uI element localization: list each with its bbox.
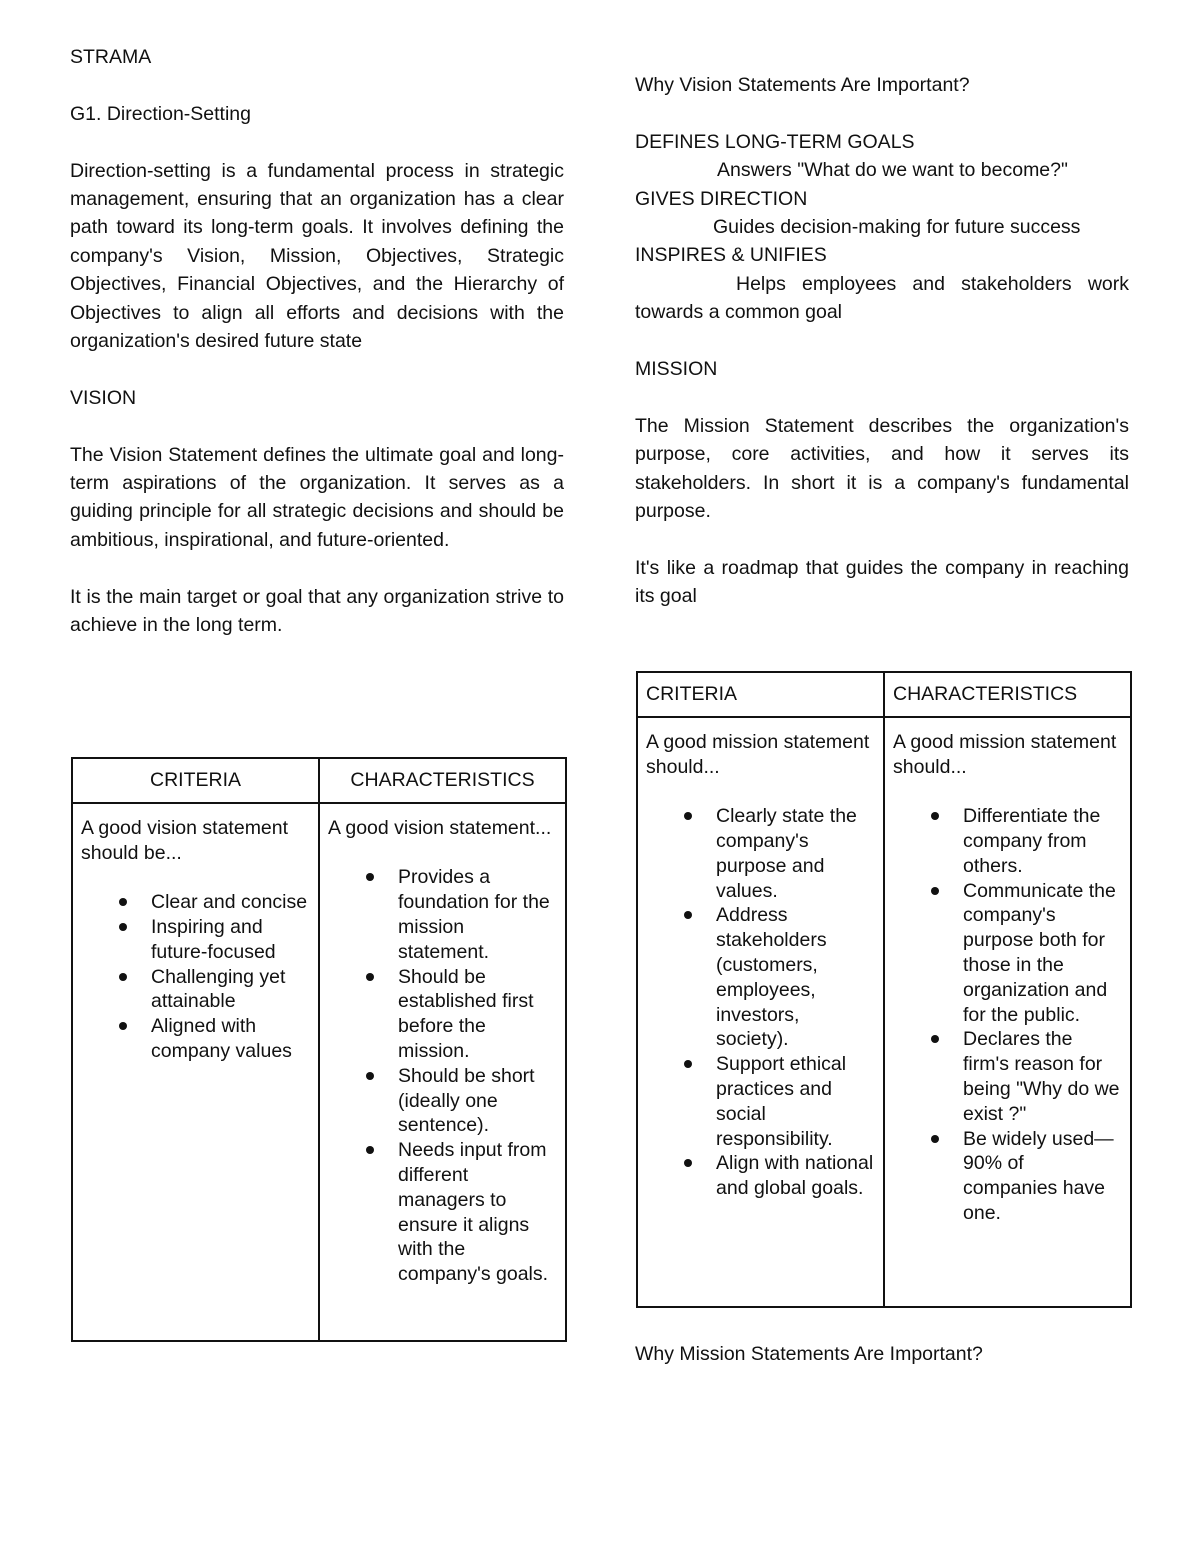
- list-item: Address stakeholders (customers, employees, investors, society).: [646, 903, 875, 1052]
- criteria-intro: A good mission statement should...: [646, 730, 870, 778]
- point-detail: Answers "What do we want to become?": [717, 159, 1068, 182]
- point-title: DEFINES LONG-TERM GOALS: [635, 130, 915, 153]
- characteristics-cell: [319, 803, 566, 1341]
- list-item: Should be established first before the mission.: [328, 965, 557, 1064]
- list-item: Needs input from different managers to ensure it aligns with the company's goals.: [328, 1138, 557, 1287]
- table-row: [72, 803, 566, 1341]
- list-item: Provides a foundation for the mission statement.: [328, 865, 557, 964]
- point-title: INSPIRES & UNIFIES: [635, 244, 827, 267]
- mission-roadmap-paragraph: It's like a roadmap that guides the company in reaching its goal: [635, 556, 1129, 608]
- list-item: Support ethical practices and social responsibility.: [646, 1052, 875, 1151]
- characteristics-cell: [884, 717, 1131, 1307]
- point-detail: Guides decision-making for future success: [713, 216, 1081, 239]
- section-title: G1. Direction-Setting: [70, 102, 251, 125]
- list-item: Clear and concise: [81, 890, 310, 915]
- list-item: Communicate the company's purpose both for those in the organization and for the public.: [893, 879, 1122, 1028]
- left-column: [70, 43, 564, 639]
- list-item: Declares the firm's reason for being "Why do we exist ?": [893, 1027, 1122, 1126]
- course-title: STRAMA: [70, 46, 152, 68]
- table-header-row: [72, 758, 566, 803]
- characteristics-header: CHARACTERISTICS: [319, 758, 566, 803]
- list-item: Aligned with company values: [81, 1014, 310, 1064]
- vision-paragraph: The Vision Statement defines the ultimate goal and long-term aspirations of the organization. It serves as a guiding principle for all strategic decisions and should be ambitious, inspirational, and future-oriented.: [70, 443, 564, 551]
- characteristics-header: CHARACTERISTICS: [884, 672, 1131, 717]
- mission-paragraph: The Mission Statement describes the organization's purpose, core activities, and how it serves its stakeholders. In short it is a company's fundamental purpose.: [635, 414, 1129, 523]
- point-title: GIVES DIRECTION: [635, 187, 808, 210]
- criteria-list: [646, 804, 875, 1201]
- list-item: Should be short (ideally one sentence).: [328, 1064, 557, 1138]
- vision-heading: VISION: [70, 386, 137, 409]
- characteristics-intro: A good mission statement should...: [893, 730, 1117, 778]
- list-item: Be widely used—90% of companies have one.: [893, 1127, 1122, 1226]
- criteria-cell: [72, 803, 319, 1341]
- list-item: Challenging yet attainable: [81, 965, 310, 1015]
- table-header-row: [637, 672, 1131, 717]
- characteristics-list: [893, 804, 1122, 1226]
- list-item: Differentiate the company from others.: [893, 804, 1122, 878]
- table-row: [637, 717, 1131, 1307]
- list-item: Align with national and global goals.: [646, 1151, 875, 1201]
- criteria-list: [81, 890, 310, 1064]
- criteria-header: CRITERIA: [637, 672, 884, 717]
- vision-criteria-table: [71, 757, 567, 1342]
- criteria-intro: A good vision statement should be...: [81, 816, 289, 864]
- point-detail: Helps employees and stakeholders work towards a common goal: [635, 272, 1129, 324]
- vision-target-paragraph: It is the main target or goal that any organization strive to achieve in the long term.: [70, 585, 564, 637]
- list-item: Inspiring and future-focused: [81, 915, 310, 965]
- vision-importance-heading: Why Vision Statements Are Important?: [635, 74, 970, 96]
- right-column: [635, 71, 1129, 611]
- mission-heading: MISSION: [635, 358, 718, 381]
- criteria-cell: [637, 717, 884, 1307]
- characteristics-intro: A good vision statement...: [328, 816, 552, 839]
- mission-criteria-table: [636, 671, 1132, 1308]
- characteristics-list: [328, 865, 557, 1287]
- criteria-header: CRITERIA: [72, 758, 319, 803]
- list-item: Clearly state the company's purpose and values.: [646, 804, 875, 903]
- mission-importance-heading: Why Mission Statements Are Important?: [635, 1343, 983, 1365]
- intro-paragraph: Direction-setting is a fundamental process in strategic management, ensuring that an organization has a clear path toward its long-term goals. It involves defining the company's Vision, Mission, Objectives, Strategic Objectives, Financial Objectives, and the Hierarchy of Objectives to align all efforts and decisions with the organization's desired future state: [70, 159, 564, 353]
